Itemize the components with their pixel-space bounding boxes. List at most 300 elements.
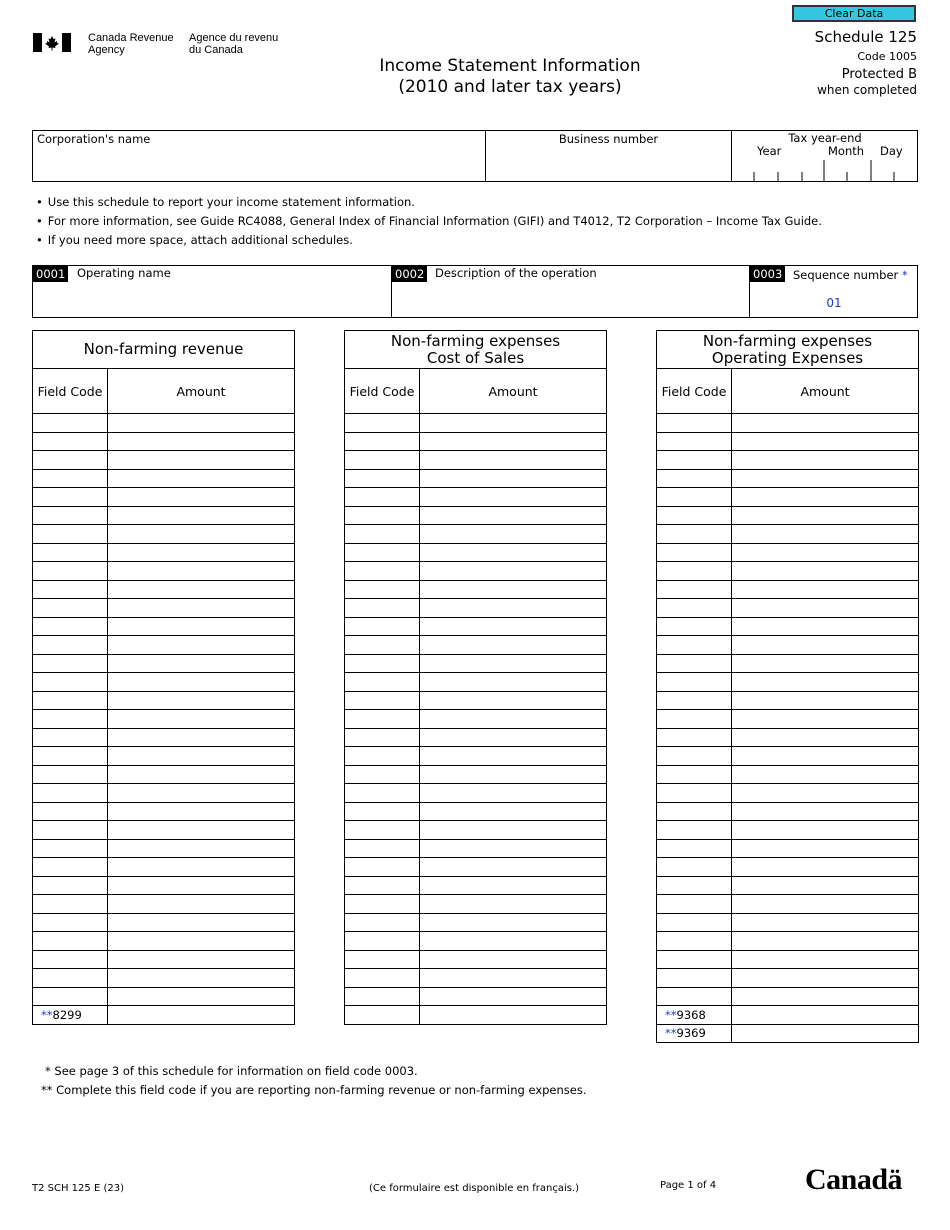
amount-input[interactable]	[420, 506, 607, 525]
field-code-number: 8299	[52, 1007, 82, 1022]
field-code-input[interactable]	[657, 950, 732, 969]
table-row	[33, 821, 295, 840]
amount-input[interactable]	[108, 821, 295, 840]
table-row	[345, 599, 607, 618]
field-code-input[interactable]	[657, 895, 732, 914]
amount-input[interactable]	[732, 617, 919, 636]
field-code-input[interactable]	[657, 543, 732, 562]
field-code-input[interactable]	[345, 506, 420, 525]
amount-input[interactable]	[108, 636, 295, 655]
amount-input[interactable]	[420, 654, 607, 673]
field-code-input[interactable]	[33, 969, 108, 988]
field-code-input[interactable]	[657, 987, 732, 1006]
amount-input[interactable]	[108, 784, 295, 803]
amount-input[interactable]	[420, 451, 607, 470]
field-code-input[interactable]	[33, 784, 108, 803]
amount-input[interactable]	[732, 488, 919, 507]
field-code-input[interactable]	[33, 543, 108, 562]
amount-input[interactable]	[420, 432, 607, 451]
amount-input[interactable]	[732, 580, 919, 599]
table-row	[657, 488, 919, 507]
amount-input[interactable]	[732, 414, 919, 433]
total-row	[33, 1006, 295, 1025]
amount-input[interactable]	[420, 469, 607, 488]
operating-name-label: Operating name	[77, 266, 171, 280]
field-code-input[interactable]	[345, 451, 420, 470]
amount-input[interactable]	[732, 673, 919, 692]
field-code-input[interactable]	[33, 617, 108, 636]
field-code-input[interactable]	[657, 691, 732, 710]
table-row	[657, 432, 919, 451]
field-code-input[interactable]	[345, 673, 420, 692]
table-row	[345, 506, 607, 525]
amount-input[interactable]	[108, 710, 295, 729]
amount-input[interactable]	[732, 469, 919, 488]
table-row	[657, 636, 919, 655]
amount-input[interactable]	[732, 451, 919, 470]
field-code-0003: 0003	[750, 266, 785, 282]
table-row	[345, 895, 607, 914]
amount-input[interactable]	[420, 821, 607, 840]
field-code-input[interactable]	[657, 414, 732, 433]
amount-input[interactable]	[420, 488, 607, 507]
total-row	[657, 1024, 919, 1043]
page-title	[330, 56, 690, 98]
amount-input[interactable]	[420, 932, 607, 951]
table-row	[33, 525, 295, 544]
field-code-input[interactable]	[33, 580, 108, 599]
agency-fr-line1: Agence du revenu	[189, 32, 279, 44]
field-code-input[interactable]	[345, 728, 420, 747]
field-code-input[interactable]	[33, 895, 108, 914]
field-code-input[interactable]	[33, 691, 108, 710]
field-code-input[interactable]	[657, 580, 732, 599]
amount-input[interactable]	[732, 858, 919, 877]
amount-input[interactable]	[108, 913, 295, 932]
table-row	[33, 673, 295, 692]
field-code-header: Field Code	[345, 369, 420, 414]
amount-input[interactable]	[108, 802, 295, 821]
field-code-input[interactable]	[33, 747, 108, 766]
table-row	[345, 747, 607, 766]
total-amount-input[interactable]	[732, 1024, 919, 1043]
total-amount-input[interactable]	[732, 1006, 919, 1025]
amount-input[interactable]	[108, 765, 295, 784]
table-row	[33, 654, 295, 673]
canada-wordmark: Canadä	[805, 1163, 903, 1196]
amount-input[interactable]	[732, 747, 919, 766]
field-code-input[interactable]	[33, 432, 108, 451]
amount-input[interactable]	[420, 747, 607, 766]
table-title	[657, 331, 919, 369]
amount-input[interactable]	[732, 636, 919, 655]
field-code-input[interactable]	[657, 728, 732, 747]
table-row	[657, 858, 919, 877]
agency-en-line2: Agency	[88, 44, 125, 56]
field-code-input[interactable]	[345, 784, 420, 803]
operating-expenses-table	[656, 330, 919, 1043]
amount-input[interactable]	[732, 543, 919, 562]
amount-input[interactable]	[108, 747, 295, 766]
table-row	[33, 913, 295, 932]
amount-input[interactable]	[732, 765, 919, 784]
field-code-input[interactable]	[657, 673, 732, 692]
field-code-input[interactable]	[345, 839, 420, 858]
instruction-item: • Use this schedule to report your income statement information.	[36, 193, 822, 212]
footnote-single-star	[45, 1064, 418, 1078]
total-field-code	[33, 1006, 108, 1025]
field-code-input[interactable]	[345, 432, 420, 451]
field-code-input[interactable]	[33, 821, 108, 840]
table-row	[657, 747, 919, 766]
field-code-input[interactable]	[657, 765, 732, 784]
amount-input[interactable]	[108, 432, 295, 451]
amount-input[interactable]	[732, 969, 919, 988]
table-row	[33, 784, 295, 803]
table-row	[33, 414, 295, 433]
table-row	[345, 654, 607, 673]
table-row	[345, 580, 607, 599]
field-code-input[interactable]	[33, 802, 108, 821]
field-code-input[interactable]	[657, 913, 732, 932]
table-row	[345, 1006, 607, 1025]
amount-input[interactable]	[420, 525, 607, 544]
field-code-input[interactable]	[33, 710, 108, 729]
field-code-input[interactable]	[345, 913, 420, 932]
amount-input[interactable]	[108, 969, 295, 988]
amount-input[interactable]	[732, 599, 919, 618]
title-line1: Non-farming expenses	[390, 331, 561, 350]
field-code-input[interactable]	[33, 488, 108, 507]
amount-input[interactable]	[732, 728, 919, 747]
table-row	[345, 858, 607, 877]
field-code-input[interactable]	[345, 469, 420, 488]
amount-input[interactable]	[732, 525, 919, 544]
field-code-input[interactable]	[345, 765, 420, 784]
amount-input[interactable]	[420, 710, 607, 729]
amount-input[interactable]	[732, 802, 919, 821]
field-code-input[interactable]	[33, 950, 108, 969]
field-code-input[interactable]	[345, 525, 420, 544]
table-row	[33, 580, 295, 599]
form-code: Code 1005	[857, 50, 917, 63]
amount-input[interactable]	[108, 728, 295, 747]
field-code-input[interactable]	[657, 451, 732, 470]
amount-input[interactable]	[108, 858, 295, 877]
title-line2: Operating Expenses	[711, 348, 864, 367]
corp-name-label: Corporation's name	[37, 132, 151, 146]
table-row	[33, 932, 295, 951]
business-number-label: Business number	[558, 132, 659, 146]
amount-header: Amount	[732, 369, 919, 414]
field-code-input[interactable]	[345, 802, 420, 821]
field-code-input[interactable]	[345, 969, 420, 988]
title-line2: Cost of Sales	[426, 348, 525, 367]
table-row	[657, 895, 919, 914]
footnote-star: *	[45, 1064, 51, 1078]
amount-input[interactable]	[420, 562, 607, 581]
field-code-input[interactable]	[33, 673, 108, 692]
amount-input[interactable]	[420, 617, 607, 636]
field-code-input[interactable]	[657, 802, 732, 821]
amount-input[interactable]	[420, 987, 607, 1006]
field-code-input[interactable]	[345, 747, 420, 766]
field-code-input[interactable]	[33, 562, 108, 581]
amount-input[interactable]	[732, 839, 919, 858]
table-row	[33, 488, 295, 507]
table-row	[657, 580, 919, 599]
amount-input[interactable]	[108, 654, 295, 673]
amount-input[interactable]	[732, 432, 919, 451]
amount-input[interactable]	[732, 987, 919, 1006]
table-row	[657, 987, 919, 1006]
field-code-input[interactable]	[657, 562, 732, 581]
amount-input[interactable]	[420, 580, 607, 599]
field-code-input[interactable]	[657, 599, 732, 618]
table-row	[657, 599, 919, 618]
month-label: Month	[828, 144, 865, 158]
amount-input[interactable]	[108, 895, 295, 914]
table-row	[345, 451, 607, 470]
field-code-input[interactable]	[345, 617, 420, 636]
field-code-input[interactable]	[33, 987, 108, 1006]
table-row	[345, 839, 607, 858]
amount-input[interactable]	[108, 876, 295, 895]
table-row	[345, 488, 607, 507]
field-code-input[interactable]	[33, 839, 108, 858]
amount-input[interactable]	[108, 469, 295, 488]
field-code-input[interactable]	[657, 525, 732, 544]
field-code-input[interactable]	[33, 599, 108, 618]
field-code-input[interactable]	[657, 839, 732, 858]
page-number: Page 1 of 4	[660, 1180, 717, 1191]
field-code-input[interactable]	[33, 913, 108, 932]
field-code-input[interactable]	[345, 654, 420, 673]
field-code-input[interactable]	[345, 821, 420, 840]
amount-input[interactable]	[732, 950, 919, 969]
sequence-number-input[interactable]: 01	[826, 296, 842, 310]
amount-header: Amount	[108, 369, 295, 414]
field-code-input[interactable]	[33, 506, 108, 525]
field-code-input[interactable]	[345, 950, 420, 969]
field-code-input[interactable]	[657, 469, 732, 488]
amount-input[interactable]	[108, 950, 295, 969]
amount-input[interactable]	[420, 414, 607, 433]
french-availability-note: (Ce formulaire est disponible en français.)	[369, 1183, 580, 1194]
field-code-input[interactable]	[657, 747, 732, 766]
table-row	[657, 876, 919, 895]
amount-input[interactable]	[420, 1006, 607, 1025]
amount-input[interactable]	[108, 414, 295, 433]
amount-input[interactable]	[420, 599, 607, 618]
amount-input[interactable]	[108, 932, 295, 951]
amount-input[interactable]	[420, 636, 607, 655]
field-code-input[interactable]	[657, 876, 732, 895]
amount-input[interactable]	[732, 562, 919, 581]
field-code-input[interactable]	[345, 1006, 420, 1025]
table-row	[657, 765, 919, 784]
table-row	[657, 673, 919, 692]
amount-input[interactable]	[108, 580, 295, 599]
amount-input[interactable]	[108, 987, 295, 1006]
amount-input[interactable]	[108, 488, 295, 507]
field-code-input[interactable]	[345, 488, 420, 507]
field-code-input[interactable]	[33, 858, 108, 877]
total-amount-input[interactable]	[108, 1006, 295, 1025]
amount-input[interactable]	[732, 913, 919, 932]
table-row	[33, 858, 295, 877]
field-code-input[interactable]	[657, 432, 732, 451]
clear-data-button[interactable]: Clear Data	[792, 5, 916, 22]
field-code-input[interactable]	[345, 858, 420, 877]
field-code-input[interactable]	[657, 821, 732, 840]
amount-input[interactable]	[108, 673, 295, 692]
field-code-input[interactable]	[345, 636, 420, 655]
field-code-input[interactable]	[657, 858, 732, 877]
table-row	[657, 654, 919, 673]
field-code-input[interactable]	[657, 969, 732, 988]
title-line1: Non-farming expenses	[702, 331, 873, 350]
field-code-input[interactable]	[33, 728, 108, 747]
amount-input[interactable]	[732, 691, 919, 710]
amount-input[interactable]	[420, 839, 607, 858]
total-field-code	[657, 1024, 732, 1043]
amount-input[interactable]	[420, 969, 607, 988]
amount-input[interactable]	[108, 525, 295, 544]
amount-input[interactable]	[108, 839, 295, 858]
table-row	[345, 821, 607, 840]
table-row	[33, 747, 295, 766]
amount-input[interactable]	[420, 913, 607, 932]
field-code-input[interactable]	[345, 562, 420, 581]
table-row	[657, 839, 919, 858]
amount-input[interactable]	[732, 876, 919, 895]
field-code-input[interactable]	[345, 987, 420, 1006]
amount-input[interactable]	[108, 617, 295, 636]
amount-input[interactable]	[732, 506, 919, 525]
field-code-input[interactable]	[345, 932, 420, 951]
amount-input[interactable]	[420, 691, 607, 710]
amount-input[interactable]	[108, 691, 295, 710]
field-code-input[interactable]	[657, 784, 732, 803]
amount-input[interactable]	[420, 765, 607, 784]
table-row	[345, 432, 607, 451]
field-code-input[interactable]	[33, 451, 108, 470]
field-code-input[interactable]	[657, 932, 732, 951]
corp-name-input[interactable]	[34, 148, 482, 180]
field-code-input[interactable]	[33, 469, 108, 488]
table-row	[33, 876, 295, 895]
amount-header: Amount	[420, 369, 607, 414]
table-row	[657, 784, 919, 803]
amount-input[interactable]	[108, 562, 295, 581]
amount-input[interactable]	[420, 543, 607, 562]
amount-input[interactable]	[420, 784, 607, 803]
amount-input[interactable]	[732, 932, 919, 951]
field-code-input[interactable]	[657, 654, 732, 673]
table-row	[33, 562, 295, 581]
table-row	[345, 969, 607, 988]
table-row	[657, 950, 919, 969]
year-label: Year	[757, 144, 782, 158]
amount-input[interactable]	[108, 543, 295, 562]
table-row	[657, 414, 919, 433]
table-row	[345, 673, 607, 692]
operating-name-input[interactable]	[34, 285, 389, 316]
amount-input[interactable]	[420, 728, 607, 747]
field-code-input[interactable]	[345, 710, 420, 729]
amount-input[interactable]	[732, 710, 919, 729]
field-code-input[interactable]	[345, 876, 420, 895]
table-row	[33, 617, 295, 636]
table-row	[345, 562, 607, 581]
agency-en-line1: Canada Revenue	[88, 32, 174, 44]
field-code-input[interactable]	[345, 599, 420, 618]
amount-input[interactable]	[420, 950, 607, 969]
field-code-input[interactable]	[33, 932, 108, 951]
table-row	[33, 691, 295, 710]
table-row	[33, 543, 295, 562]
table-row	[33, 432, 295, 451]
field-code-input[interactable]	[345, 580, 420, 599]
amount-input[interactable]	[420, 673, 607, 692]
amount-input[interactable]	[108, 506, 295, 525]
field-code-input[interactable]	[345, 414, 420, 433]
field-code-input[interactable]	[33, 525, 108, 544]
field-code-input[interactable]	[345, 543, 420, 562]
amount-input[interactable]	[732, 821, 919, 840]
field-code-input[interactable]	[657, 617, 732, 636]
table-row	[345, 469, 607, 488]
table-row	[657, 617, 919, 636]
field-code-input[interactable]	[345, 691, 420, 710]
table-row	[345, 802, 607, 821]
amount-input[interactable]	[732, 654, 919, 673]
total-row	[657, 1006, 919, 1025]
table-row	[657, 543, 919, 562]
field-code-input[interactable]	[33, 636, 108, 655]
amount-input[interactable]	[420, 895, 607, 914]
field-code-0002: 0002	[392, 266, 427, 282]
amount-input[interactable]	[420, 858, 607, 877]
instructions-list	[36, 193, 822, 250]
cost-of-sales-table	[344, 330, 607, 1025]
total-field-code	[657, 1006, 732, 1025]
instruction-item: • If you need more space, attach additional schedules.	[36, 231, 822, 250]
amount-input[interactable]	[732, 784, 919, 803]
field-code-input[interactable]	[33, 414, 108, 433]
title-line2: (2010 and later tax years)	[398, 77, 622, 97]
revenue-table	[32, 330, 295, 1025]
amount-input[interactable]	[108, 451, 295, 470]
amount-input[interactable]	[420, 876, 607, 895]
table-row	[33, 802, 295, 821]
field-code-input[interactable]	[657, 506, 732, 525]
field-code-input[interactable]	[33, 876, 108, 895]
business-number-input[interactable]	[488, 148, 728, 180]
field-code-input[interactable]	[33, 654, 108, 673]
description-input[interactable]	[394, 285, 747, 316]
field-code-input[interactable]	[345, 895, 420, 914]
amount-input[interactable]	[108, 599, 295, 618]
amount-input[interactable]	[732, 895, 919, 914]
field-code-input[interactable]	[657, 636, 732, 655]
table-row	[345, 950, 607, 969]
amount-input[interactable]	[420, 802, 607, 821]
field-code-input[interactable]	[33, 765, 108, 784]
field-code-input[interactable]	[657, 710, 732, 729]
field-code-input[interactable]	[657, 488, 732, 507]
